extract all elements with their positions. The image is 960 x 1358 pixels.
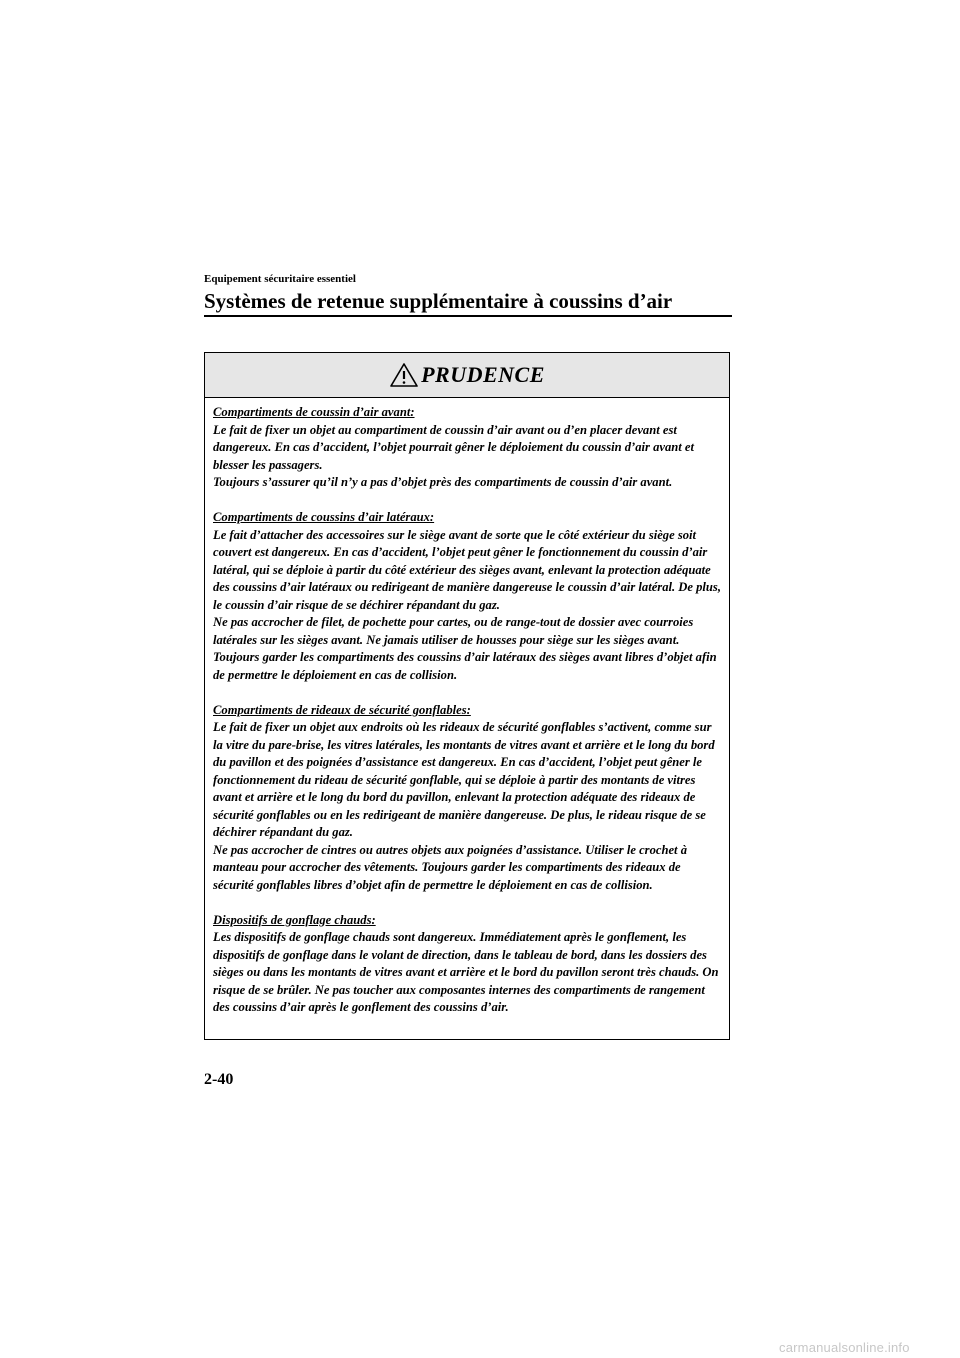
caution-box — [204, 352, 730, 1040]
caution-body — [205, 398, 729, 1017]
block-heading: Compartiments de coussins d’air latéraux: — [213, 510, 435, 524]
section-label: Equipement sécuritaire essentiel — [204, 273, 356, 285]
caution-block-front-airbag — [213, 404, 721, 492]
block-heading: Compartiments de rideaux de sécurité gonflables: — [213, 702, 471, 717]
block-paragraph: Le fait d’attacher des accessoires sur le siège avant de sorte que le côté extérieur du siège soit couvert est dangereux. En cas d’accident, l’objet peut gêner le fonctionnement du coussin d’air latéral, qui se déploie à partir du côté extérieur des sièges avant, enlevant la protection adéquate des coussins d’air latéraux ou redirigeant de manière dangereuse le coussin d’air latéral. De plus, le coussin d’air risque de se déchirer répandant du gaz. — [213, 527, 721, 612]
block-paragraph: Le fait de fixer un objet au compartiment de coussin d’air avant ou d’en placer devant est dangereux. En cas d’accident, l’objet pourrait gêner le déploiement du coussin d’air avant et blesser les passagers. — [213, 422, 695, 472]
caution-title: PRUDENCE — [421, 362, 545, 387]
block-paragraph: Le fait de fixer un objet aux endroits où les rideaux de sécurité gonflables s’activent, comme sur la vitre du pare-brise, les vitres latérales, les montants de vitres avant et arrière et le long du bord du pavillon et des poignées d’assistance est dangereux. En cas d’accident, l’objet peut gêner le fonctionnement du rideau de sécurité gonflable, qui se déploie à partir des montants de vitres avant et arrière et le long du bord du pavillon, enlevant la protection adéquate des rideaux de sécurité gonflables ou en les redirigeant de manière dangereuse. De plus, le rideau risque de se déchirer répandant du gaz. — [213, 720, 715, 839]
page-title: Systèmes de retenue supplémentaire à coussins d’air — [204, 289, 673, 313]
block-heading: Compartiments de coussin d’air avant: — [213, 405, 415, 419]
block-heading: Dispositifs de gonflage chauds: — [213, 912, 376, 927]
block-paragraph: Ne pas accrocher de cintres ou autres objets aux poignées d’assistance. Utiliser le crochet à manteau pour accrocher des vêtements. Toujours garder les compartiments des rideaux de sécurité gonflables libres d’objet afin de permettre le déploiement en cas de collision. — [213, 842, 687, 892]
block-paragraph: Ne pas accrocher de filet, de pochette pour cartes, ou de range-tout de dossier avec courroies latérales sur les sièges avant. Ne jamais utiliser de housses pour siège sur les sièges avant. Toujours garder les compartiments des coussins d’air latéraux des sièges avant libres d’objet afin de permettre le déploiement en cas de collision. — [213, 615, 717, 682]
block-paragraph: Toujours s’assurer qu’il n’y a pas d’objet près des compartiments de coussin d’air avant. — [213, 475, 673, 489]
caution-block-curtain-airbag — [213, 702, 721, 895]
caution-block-side-airbag — [213, 509, 721, 684]
warning-triangle-icon — [389, 362, 419, 388]
title-divider — [204, 315, 732, 317]
caution-header — [205, 353, 729, 398]
block-paragraph: Les dispositifs de gonflage chauds sont dangereux. Immédiatement après le gonflement, les dispositifs de gonflage dans le volant de direction, dans le tableau de bord, dans les dossiers des sièges ou dans les montants de vitres avant et arrière et le bord du pavillon seront très chauds. On risque de se brûler. Ne pas toucher aux composantes internes des compartiments de rangement des coussins d’air après le gonflement des coussins d’air. — [213, 930, 719, 1014]
caution-block-hot-inflators — [213, 912, 721, 1017]
watermark: carmanualsonline.info — [779, 1340, 910, 1355]
page-number: 2-40 — [204, 1071, 234, 1088]
